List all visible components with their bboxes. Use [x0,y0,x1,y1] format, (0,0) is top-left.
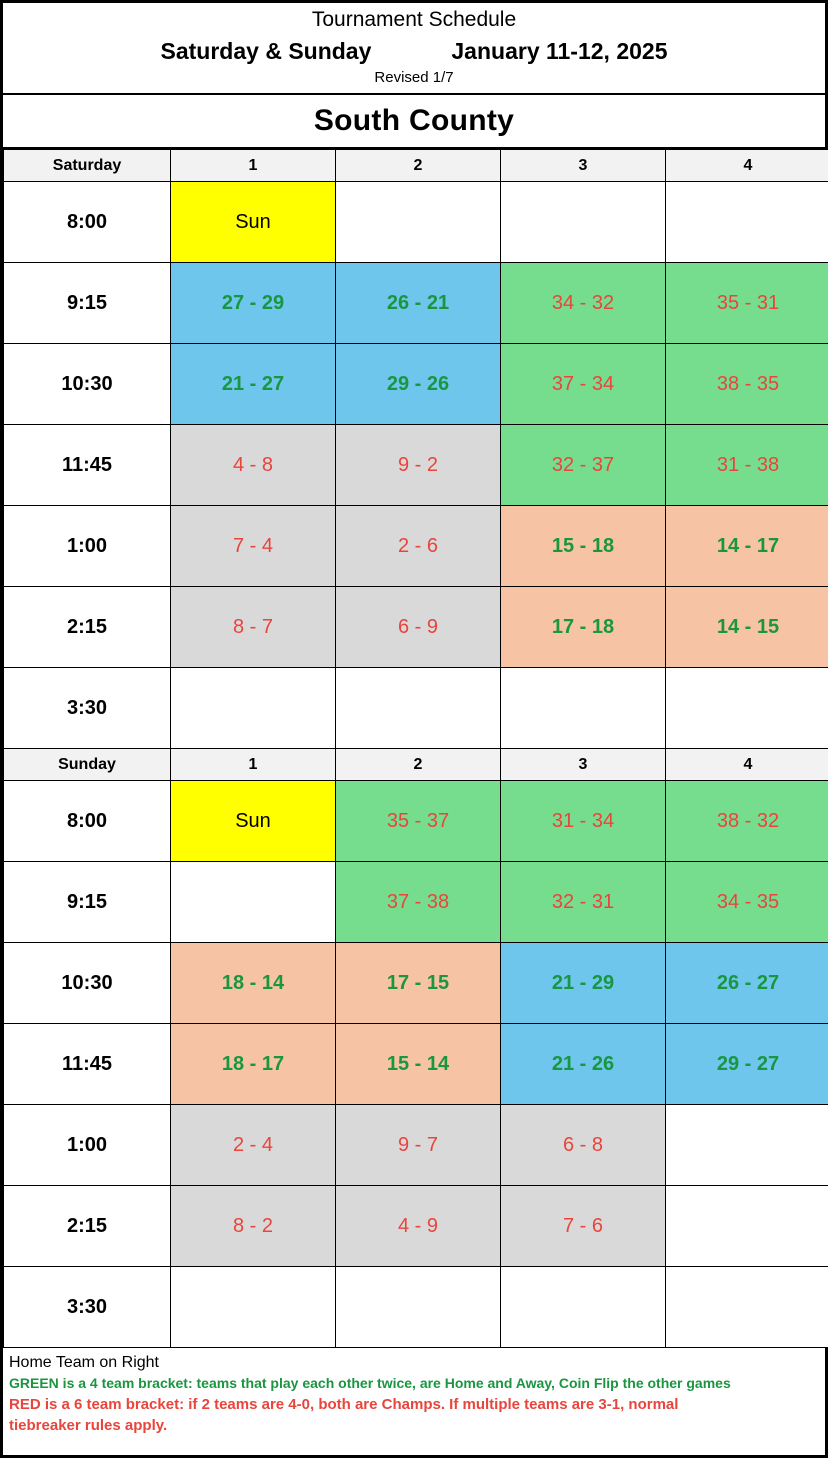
time-label: 10:30 [4,344,171,425]
game-cell[interactable] [666,781,828,862]
table-row [4,587,828,668]
game-cell[interactable] [666,943,828,1024]
game-cell[interactable] [336,781,501,862]
table-row [4,781,828,862]
game-cell[interactable] [171,182,336,263]
game-cell[interactable] [171,344,336,425]
game-value: 7 - 4 [232,535,274,557]
game-cell[interactable] [336,344,501,425]
game-cell[interactable] [501,781,666,862]
table-row [4,862,828,943]
game-value: 38 - 32 [716,810,780,832]
game-value: 32 - 37 [551,454,615,476]
day-label-saturday: Saturday [4,150,171,182]
game-cell[interactable] [336,1267,501,1348]
time-label: 9:15 [4,263,171,344]
game-cell[interactable] [501,862,666,943]
game-value: 4 - 8 [232,454,274,476]
game-value: Sun [235,810,271,832]
table-row [4,668,828,749]
document-header [3,3,825,95]
court-header-2: 2 [336,150,501,182]
game-cell[interactable] [501,943,666,1024]
day-header-row-sunday [4,749,828,781]
court-header-3: 3 [501,150,666,182]
game-cell[interactable] [666,587,828,668]
red-bracket-note-line2: tiebreaker rules apply. [9,1417,168,1434]
court-header-4: 4 [666,150,828,182]
game-cell[interactable] [171,425,336,506]
court-header-2: 2 [336,749,501,781]
game-value: 38 - 35 [716,373,780,395]
game-cell[interactable] [666,1024,828,1105]
court-header-3: 3 [501,749,666,781]
time-label: 9:15 [4,862,171,943]
game-value: 21 - 29 [551,972,615,994]
home-team-note: Home Team on Right [9,1354,159,1371]
game-value: 8 - 2 [232,1215,274,1237]
game-value: 17 - 15 [386,972,450,994]
header-dates: January 11-12, 2025 [451,38,668,64]
game-cell[interactable] [666,1267,828,1348]
game-value: 21 - 27 [221,373,285,395]
game-cell[interactable] [336,425,501,506]
game-value: 29 - 27 [716,1053,780,1075]
game-value: 18 - 14 [221,972,285,994]
table-row [4,263,828,344]
game-cell[interactable] [171,1267,336,1348]
time-label: 1:00 [4,506,171,587]
game-cell[interactable] [336,1024,501,1105]
game-cell[interactable] [171,587,336,668]
header-revised: Revised 1/7 [374,69,454,86]
game-value: 27 - 29 [221,292,285,314]
game-cell[interactable] [171,862,336,943]
game-value: 26 - 27 [716,972,780,994]
game-value: 35 - 37 [386,810,450,832]
game-cell[interactable] [336,1186,501,1267]
game-value: 18 - 17 [221,1053,285,1075]
game-cell[interactable] [171,668,336,749]
game-value: 8 - 7 [232,616,274,638]
game-cell[interactable] [666,1186,828,1267]
game-cell[interactable] [336,587,501,668]
day-header-row-saturday [4,150,828,182]
game-value: 31 - 38 [716,454,780,476]
game-value: 34 - 35 [716,891,780,913]
game-cell[interactable] [336,182,501,263]
game-cell[interactable] [336,1105,501,1186]
document-title: Tournament Schedule [311,8,517,31]
day-label-sunday: Sunday [4,749,171,781]
game-cell[interactable] [666,862,828,943]
red-bracket-note-line1: RED is a 6 team bracket: if 2 teams are 4-0, both are Champs. If multiple teams are 3-1, normal [9,1396,679,1413]
court-header-1: 1 [171,749,336,781]
game-cell[interactable] [171,1105,336,1186]
time-label: 2:15 [4,1186,171,1267]
game-cell[interactable] [666,263,828,344]
game-cell[interactable] [501,263,666,344]
header-days: Saturday & Sunday [160,38,372,64]
game-value: 37 - 38 [386,891,450,913]
game-value: 21 - 26 [551,1053,615,1075]
time-label: 11:45 [4,425,171,506]
table-row [4,182,828,263]
time-label: 1:00 [4,1105,171,1186]
game-value: 4 - 9 [397,1215,439,1237]
game-value: 2 - 4 [232,1134,274,1156]
game-value: 26 - 21 [386,292,450,314]
game-cell[interactable] [171,1024,336,1105]
game-value: 2 - 6 [397,535,439,557]
table-row [4,1105,828,1186]
game-cell[interactable] [336,506,501,587]
court-header-1: 1 [171,150,336,182]
game-value: 31 - 34 [551,810,615,832]
game-value: 34 - 32 [551,292,615,314]
game-value: 9 - 7 [397,1134,439,1156]
time-label: 10:30 [4,943,171,1024]
game-value: 9 - 2 [397,454,439,476]
footer-notes [3,1348,825,1455]
game-value: 6 - 9 [397,616,439,638]
game-value: 15 - 18 [551,535,615,557]
game-value: 37 - 34 [551,373,615,395]
game-value: 7 - 6 [562,1215,604,1237]
game-value: 15 - 14 [386,1053,450,1075]
table-row [4,1186,828,1267]
table-row [4,344,828,425]
game-cell[interactable] [666,344,828,425]
time-label: 2:15 [4,587,171,668]
game-cell[interactable] [501,1105,666,1186]
court-header-4: 4 [666,749,828,781]
time-label: 8:00 [4,781,171,862]
game-cell[interactable] [171,943,336,1024]
game-cell[interactable] [666,506,828,587]
table-row [4,943,828,1024]
game-cell[interactable] [501,344,666,425]
game-cell[interactable] [171,1186,336,1267]
game-cell[interactable] [336,862,501,943]
game-cell[interactable] [501,668,666,749]
schedule-table [3,149,828,1348]
game-cell[interactable] [336,943,501,1024]
time-label: 3:30 [4,668,171,749]
game-cell[interactable] [666,425,828,506]
time-label: 8:00 [4,182,171,263]
game-value: 29 - 26 [386,373,450,395]
game-value: 32 - 31 [551,891,615,913]
table-row [4,425,828,506]
table-row [4,1024,828,1105]
game-value: 14 - 15 [716,616,780,638]
game-cell[interactable] [501,506,666,587]
game-cell[interactable] [501,1186,666,1267]
game-value: Sun [235,211,271,233]
table-row [4,1267,828,1348]
game-cell[interactable] [336,263,501,344]
game-cell[interactable] [501,425,666,506]
game-cell[interactable] [666,182,828,263]
game-value: 6 - 8 [562,1134,604,1156]
game-cell[interactable] [171,506,336,587]
game-cell[interactable] [501,1267,666,1348]
time-label: 11:45 [4,1024,171,1105]
green-bracket-note: GREEN is a 4 team bracket: teams that play each other twice, are Home and Away, Coin Flip the other games [9,1375,731,1391]
game-cell[interactable] [171,781,336,862]
game-cell[interactable] [336,668,501,749]
header-days-dates [3,35,825,67]
venue-name: South County [3,95,825,149]
game-cell[interactable] [666,1105,828,1186]
game-cell[interactable] [666,668,828,749]
game-value: 17 - 18 [551,616,615,638]
game-cell[interactable] [501,587,666,668]
table-row [4,506,828,587]
game-cell[interactable] [171,263,336,344]
time-label: 3:30 [4,1267,171,1348]
game-value: 35 - 31 [716,292,780,314]
game-cell[interactable] [501,182,666,263]
game-value: 14 - 17 [716,535,780,557]
game-cell[interactable] [501,1024,666,1105]
